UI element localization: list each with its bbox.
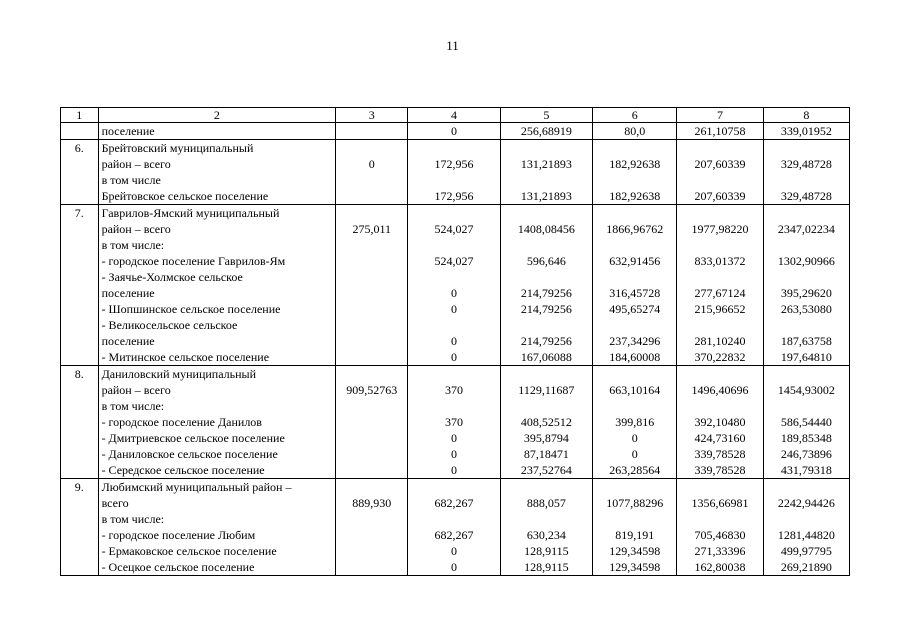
value-cell <box>336 559 408 576</box>
value-cell <box>500 237 592 253</box>
value-cell <box>763 172 849 188</box>
value-cell: 0 <box>408 285 500 301</box>
value-cell <box>763 511 849 527</box>
value-cell: 189,85348 <box>763 430 849 446</box>
name-cell: район – всего <box>98 156 336 172</box>
value-cell: 1302,90966 <box>763 253 849 269</box>
column-header: 4 <box>408 108 500 123</box>
value-cell <box>336 317 408 333</box>
data-table <box>60 107 850 576</box>
table-row <box>61 462 850 479</box>
name-cell: Гаврилов-Ямский муниципальный <box>98 205 336 222</box>
name-cell: - Даниловское сельское поселение <box>98 446 336 462</box>
row-number-cell <box>61 559 99 576</box>
name-cell: - Шопшинское сельское поселение <box>98 301 336 317</box>
value-cell <box>593 398 677 414</box>
value-cell <box>336 366 408 383</box>
value-cell: 1129,11687 <box>500 382 592 398</box>
row-number-cell <box>61 511 99 527</box>
name-cell: - городское поселение Данилов <box>98 414 336 430</box>
value-cell <box>593 479 677 496</box>
value-cell <box>593 237 677 253</box>
column-header: 8 <box>763 108 849 123</box>
value-cell <box>677 366 763 383</box>
name-cell: Даниловский муниципальный <box>98 366 336 383</box>
column-header: 1 <box>61 108 99 123</box>
value-cell: 586,54440 <box>763 414 849 430</box>
value-cell: 395,29620 <box>763 285 849 301</box>
row-number-cell <box>61 172 99 188</box>
value-cell: 0 <box>593 446 677 462</box>
value-cell: 1866,96762 <box>593 221 677 237</box>
value-cell: 80,0 <box>593 123 677 140</box>
value-cell: 339,78528 <box>677 462 763 479</box>
value-cell: 261,10758 <box>677 123 763 140</box>
value-cell: 184,60008 <box>593 349 677 366</box>
value-cell: 172,956 <box>408 188 500 205</box>
value-cell: 329,48728 <box>763 156 849 172</box>
value-cell <box>677 172 763 188</box>
value-cell: 329,48728 <box>763 188 849 205</box>
value-cell <box>593 317 677 333</box>
row-number-cell <box>61 237 99 253</box>
value-cell <box>763 237 849 253</box>
value-cell: 1356,66981 <box>677 495 763 511</box>
name-cell: - Середское сельское поселение <box>98 462 336 479</box>
value-cell <box>336 398 408 414</box>
value-cell <box>500 140 592 157</box>
table-row <box>61 366 850 383</box>
name-cell: - Митинское сельское поселение <box>98 349 336 366</box>
table-row <box>61 349 850 366</box>
value-cell: 833,01372 <box>677 253 763 269</box>
value-cell: 630,234 <box>500 527 592 543</box>
value-cell: 246,73896 <box>763 446 849 462</box>
value-cell: 0 <box>408 543 500 559</box>
value-cell: 263,28564 <box>593 462 677 479</box>
row-number-cell <box>61 156 99 172</box>
column-header: 2 <box>98 108 336 123</box>
name-cell: в том числе: <box>98 511 336 527</box>
name-cell: район – всего <box>98 382 336 398</box>
row-number-cell <box>61 269 99 285</box>
value-cell: 499,97795 <box>763 543 849 559</box>
table-row <box>61 269 850 285</box>
value-cell: 0 <box>408 446 500 462</box>
table-row <box>61 446 850 462</box>
value-cell <box>336 479 408 496</box>
value-cell: 0 <box>336 156 408 172</box>
value-cell <box>408 140 500 157</box>
row-number-cell <box>61 414 99 430</box>
value-cell <box>336 349 408 366</box>
value-cell <box>763 317 849 333</box>
value-cell: 0 <box>593 430 677 446</box>
value-cell: 1408,08456 <box>500 221 592 237</box>
value-cell <box>500 269 592 285</box>
name-cell: в том числе <box>98 172 336 188</box>
name-cell: - Великосельское сельское <box>98 317 336 333</box>
value-cell: 2242,94426 <box>763 495 849 511</box>
name-cell: - Заячье-Холмское сельское <box>98 269 336 285</box>
value-cell: 275,011 <box>336 221 408 237</box>
value-cell <box>763 398 849 414</box>
value-cell <box>677 140 763 157</box>
name-cell: всего <box>98 495 336 511</box>
value-cell <box>500 205 592 222</box>
value-cell <box>593 140 677 157</box>
table-row <box>61 253 850 269</box>
table-row <box>61 398 850 414</box>
value-cell <box>336 430 408 446</box>
table-row <box>61 333 850 349</box>
value-cell: 1281,44820 <box>763 527 849 543</box>
value-cell <box>500 479 592 496</box>
value-cell: 281,10240 <box>677 333 763 349</box>
value-cell: 0 <box>408 559 500 576</box>
name-cell: в том числе: <box>98 398 336 414</box>
value-cell: 399,816 <box>593 414 677 430</box>
value-cell <box>677 511 763 527</box>
value-cell: 339,01952 <box>763 123 849 140</box>
value-cell <box>593 172 677 188</box>
name-cell: поселение <box>98 123 336 140</box>
value-cell <box>408 479 500 496</box>
value-cell: 167,06088 <box>500 349 592 366</box>
value-cell: 392,10480 <box>677 414 763 430</box>
value-cell <box>500 172 592 188</box>
table-row <box>61 123 850 140</box>
column-header: 3 <box>336 108 408 123</box>
value-cell: 0 <box>408 333 500 349</box>
row-number-cell <box>61 349 99 366</box>
row-number-cell <box>61 462 99 479</box>
value-cell <box>677 479 763 496</box>
value-cell: 237,34296 <box>593 333 677 349</box>
value-cell: 182,92638 <box>593 156 677 172</box>
row-number-cell: 6. <box>61 140 99 157</box>
value-cell <box>336 123 408 140</box>
value-cell: 197,64810 <box>763 349 849 366</box>
table-row <box>61 156 850 172</box>
column-header: 7 <box>677 108 763 123</box>
table-row <box>61 172 850 188</box>
value-cell: 1496,40696 <box>677 382 763 398</box>
value-cell <box>408 511 500 527</box>
value-cell <box>408 317 500 333</box>
value-cell <box>408 269 500 285</box>
page-number: 11 <box>446 38 459 53</box>
table-row <box>61 205 850 222</box>
value-cell <box>408 398 500 414</box>
row-number-cell: 9. <box>61 479 99 496</box>
value-cell <box>408 172 500 188</box>
value-cell <box>336 140 408 157</box>
value-cell <box>408 366 500 383</box>
value-cell: 277,67124 <box>677 285 763 301</box>
row-number-cell: 7. <box>61 205 99 222</box>
row-number-cell <box>61 285 99 301</box>
value-cell <box>336 285 408 301</box>
table-row <box>61 511 850 527</box>
value-cell <box>677 237 763 253</box>
value-cell <box>336 543 408 559</box>
value-cell: 408,52512 <box>500 414 592 430</box>
table-row <box>61 495 850 511</box>
table-row <box>61 285 850 301</box>
value-cell <box>677 269 763 285</box>
row-number-cell <box>61 398 99 414</box>
value-cell <box>593 366 677 383</box>
value-cell <box>336 172 408 188</box>
value-cell: 370,22832 <box>677 349 763 366</box>
value-cell: 207,60339 <box>677 188 763 205</box>
row-number-cell <box>61 123 99 140</box>
value-cell: 263,53080 <box>763 301 849 317</box>
value-cell: 237,52764 <box>500 462 592 479</box>
row-number-cell <box>61 221 99 237</box>
name-cell: - городское поселение Любим <box>98 527 336 543</box>
value-cell <box>500 366 592 383</box>
row-number-cell <box>61 543 99 559</box>
name-cell: - Осецкое сельское поселение <box>98 559 336 576</box>
table-row <box>61 543 850 559</box>
table-row <box>61 188 850 205</box>
value-cell: 424,73160 <box>677 430 763 446</box>
value-cell: 0 <box>408 462 500 479</box>
name-cell: Брейтовское сельское поселение <box>98 188 336 205</box>
value-cell <box>677 398 763 414</box>
value-cell: 271,33396 <box>677 543 763 559</box>
value-cell: 524,027 <box>408 221 500 237</box>
row-number-cell <box>61 301 99 317</box>
name-cell: - городское поселение Гаврилов-Ям <box>98 253 336 269</box>
value-cell: 663,10164 <box>593 382 677 398</box>
value-cell: 431,79318 <box>763 462 849 479</box>
value-cell <box>500 317 592 333</box>
value-cell <box>336 462 408 479</box>
value-cell: 187,63758 <box>763 333 849 349</box>
value-cell: 1077,88296 <box>593 495 677 511</box>
value-cell: 596,646 <box>500 253 592 269</box>
row-number-cell <box>61 253 99 269</box>
value-cell <box>677 205 763 222</box>
value-cell: 0 <box>408 123 500 140</box>
value-cell: 214,79256 <box>500 301 592 317</box>
value-cell <box>336 188 408 205</box>
value-cell: 632,91456 <box>593 253 677 269</box>
value-cell: 370 <box>408 414 500 430</box>
value-cell: 182,92638 <box>593 188 677 205</box>
value-cell: 888,057 <box>500 495 592 511</box>
value-cell: 1977,98220 <box>677 221 763 237</box>
value-cell <box>763 479 849 496</box>
value-cell: 215,96652 <box>677 301 763 317</box>
value-cell <box>500 511 592 527</box>
table-row <box>61 237 850 253</box>
value-cell: 682,267 <box>408 527 500 543</box>
value-cell <box>336 205 408 222</box>
value-cell: 214,79256 <box>500 333 592 349</box>
value-cell: 2347,02234 <box>763 221 849 237</box>
name-cell: поселение <box>98 285 336 301</box>
value-cell: 316,45728 <box>593 285 677 301</box>
value-cell <box>336 527 408 543</box>
value-cell <box>677 317 763 333</box>
column-header: 5 <box>500 108 592 123</box>
value-cell <box>408 237 500 253</box>
value-cell: 909,52763 <box>336 382 408 398</box>
value-cell: 131,21893 <box>500 188 592 205</box>
value-cell: 889,930 <box>336 495 408 511</box>
value-cell <box>336 511 408 527</box>
value-cell <box>336 253 408 269</box>
value-cell: 1454,93002 <box>763 382 849 398</box>
data-table-body <box>61 108 850 576</box>
value-cell: 370 <box>408 382 500 398</box>
value-cell: 269,21890 <box>763 559 849 576</box>
value-cell: 129,34598 <box>593 559 677 576</box>
name-cell: Любимский муниципальный район – <box>98 479 336 496</box>
row-number-cell <box>61 430 99 446</box>
table-row <box>61 479 850 496</box>
row-number-cell <box>61 333 99 349</box>
name-cell: - Ермаковское сельское поселение <box>98 543 336 559</box>
row-number-cell <box>61 188 99 205</box>
value-cell <box>763 205 849 222</box>
value-cell <box>763 140 849 157</box>
value-cell: 395,8794 <box>500 430 592 446</box>
row-number-cell <box>61 446 99 462</box>
value-cell: 524,027 <box>408 253 500 269</box>
value-cell: 819,191 <box>593 527 677 543</box>
value-cell <box>336 237 408 253</box>
value-cell: 339,78528 <box>677 446 763 462</box>
value-cell: 0 <box>408 349 500 366</box>
value-cell: 162,80038 <box>677 559 763 576</box>
row-number-cell <box>61 382 99 398</box>
value-cell <box>336 269 408 285</box>
value-cell: 129,34598 <box>593 543 677 559</box>
value-cell: 87,18471 <box>500 446 592 462</box>
table-row <box>61 527 850 543</box>
value-cell <box>336 414 408 430</box>
value-cell <box>763 366 849 383</box>
value-cell <box>336 301 408 317</box>
table-row <box>61 382 850 398</box>
value-cell <box>593 205 677 222</box>
value-cell <box>593 511 677 527</box>
value-cell <box>336 446 408 462</box>
value-cell: 131,21893 <box>500 156 592 172</box>
value-cell <box>500 398 592 414</box>
name-cell: в том числе: <box>98 237 336 253</box>
name-cell: поселение <box>98 333 336 349</box>
row-number-cell: 8. <box>61 366 99 383</box>
value-cell: 256,68919 <box>500 123 592 140</box>
table-row <box>61 317 850 333</box>
table-row <box>61 430 850 446</box>
value-cell <box>763 269 849 285</box>
value-cell: 128,9115 <box>500 543 592 559</box>
name-cell: Брейтовский муниципальный <box>98 140 336 157</box>
value-cell: 0 <box>408 301 500 317</box>
value-cell <box>408 205 500 222</box>
value-cell <box>336 333 408 349</box>
value-cell: 682,267 <box>408 495 500 511</box>
table-row <box>61 414 850 430</box>
table-row <box>61 140 850 157</box>
value-cell: 495,65274 <box>593 301 677 317</box>
value-cell: 128,9115 <box>500 559 592 576</box>
value-cell <box>593 269 677 285</box>
value-cell: 207,60339 <box>677 156 763 172</box>
value-cell: 214,79256 <box>500 285 592 301</box>
table-row <box>61 301 850 317</box>
value-cell: 0 <box>408 430 500 446</box>
name-cell: - Дмитриевское сельское поселение <box>98 430 336 446</box>
row-number-cell <box>61 527 99 543</box>
value-cell: 705,46830 <box>677 527 763 543</box>
name-cell: район – всего <box>98 221 336 237</box>
column-header: 6 <box>593 108 677 123</box>
table-row <box>61 559 850 576</box>
value-cell: 172,956 <box>408 156 500 172</box>
table-row <box>61 221 850 237</box>
row-number-cell <box>61 317 99 333</box>
row-number-cell <box>61 495 99 511</box>
column-header-row <box>61 108 850 123</box>
